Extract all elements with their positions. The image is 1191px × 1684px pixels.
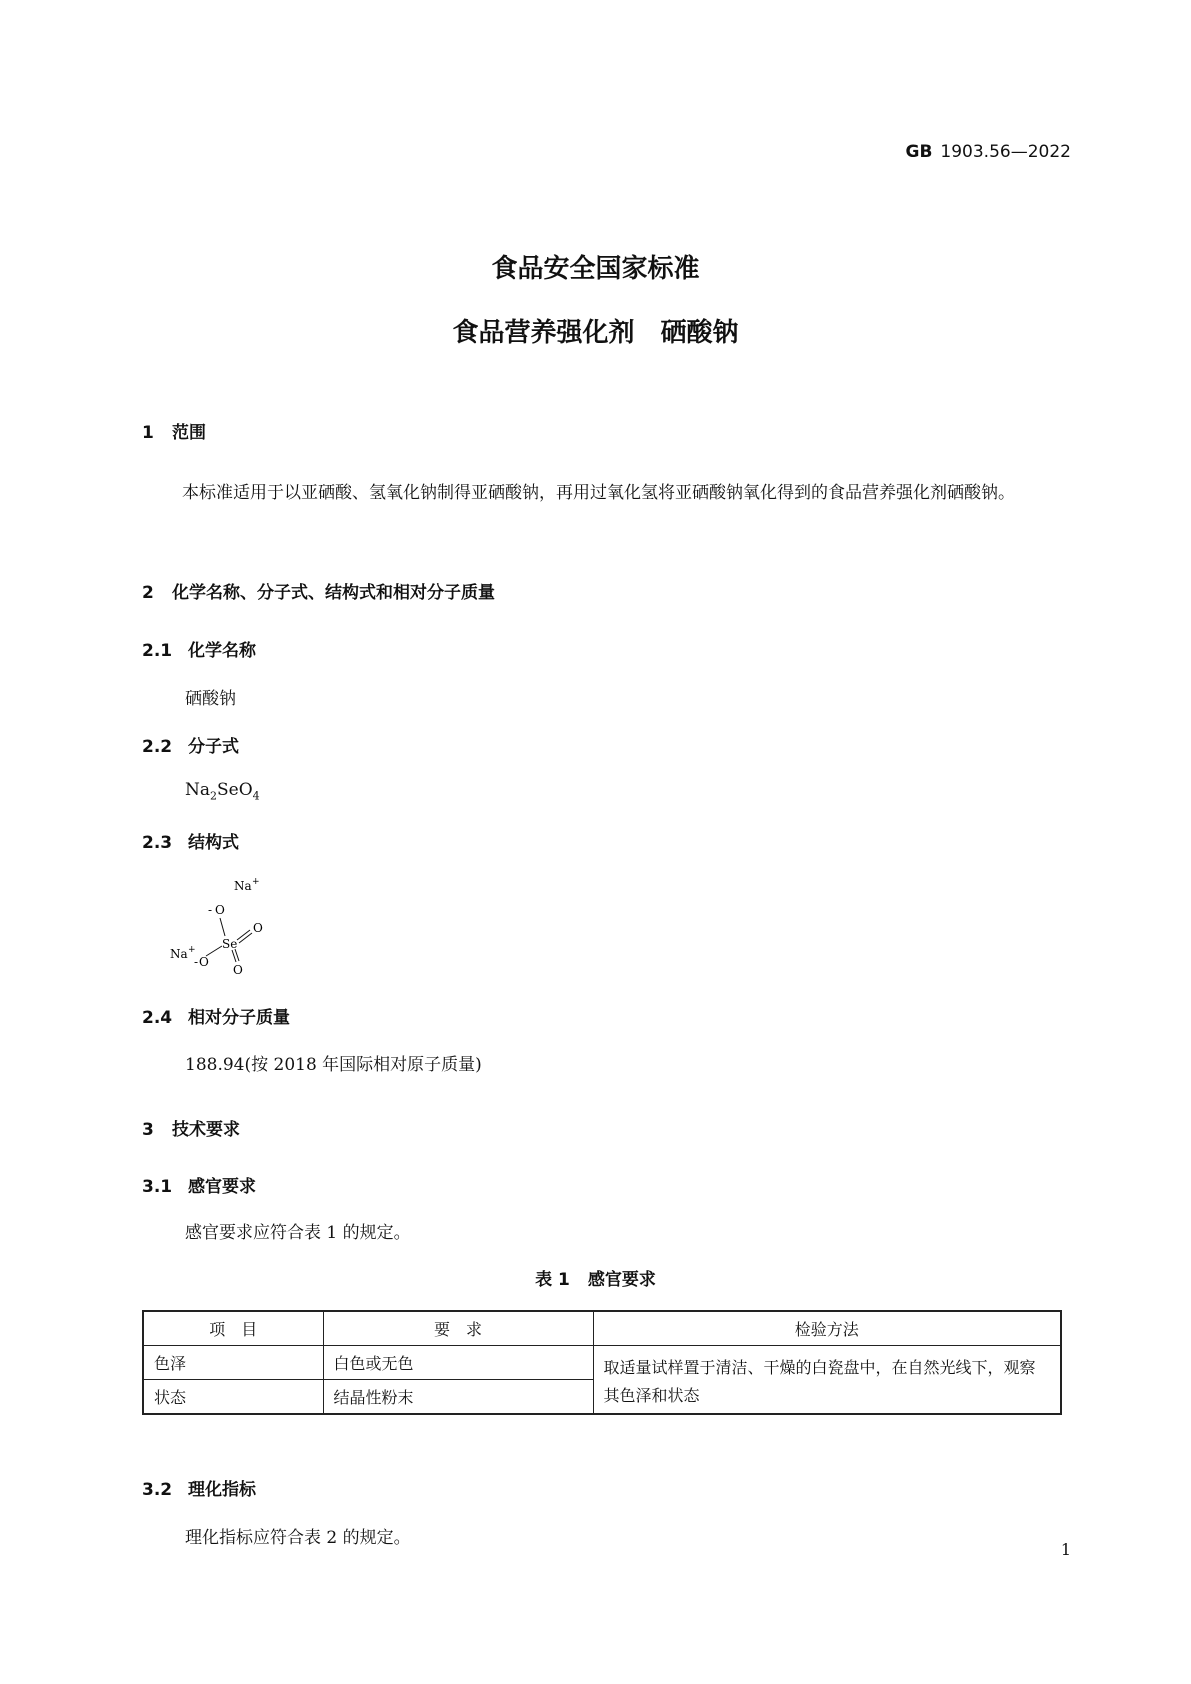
se-label: Se (222, 937, 238, 951)
sensory-requirements-table (142, 1310, 1062, 1415)
section-number: 3.1 (142, 1177, 173, 1197)
section-number: 2.1 (142, 641, 173, 661)
section-3-heading (142, 1115, 240, 1140)
section-2-heading (142, 578, 495, 603)
header-requirement: 要 求 (323, 1311, 593, 1346)
o-bottom-label: O (233, 963, 243, 977)
bond-se-o-bottom-1 (232, 950, 236, 962)
na-top-charge: + (252, 877, 260, 887)
section-number: 2.4 (142, 1008, 173, 1028)
section-number: 2 (142, 583, 154, 603)
page-number: 1 (1060, 1540, 1071, 1559)
structural-formula-diagram (170, 870, 300, 982)
na-left-charge: + (188, 945, 196, 955)
section-number: 3.2 (142, 1480, 173, 1500)
o-top-label: O (215, 903, 225, 917)
section-2-2-heading (142, 732, 239, 757)
standard-number: 1903.56—2022 (940, 142, 1071, 162)
section-number: 2.3 (142, 833, 173, 853)
o-top-charge: - (208, 903, 213, 917)
standard-prefix: GB (905, 142, 933, 162)
cell-method: 取适量试样置于清洁、干燥的白瓷盘中，在自然光线下，观察其色泽和状态 (593, 1346, 1061, 1415)
section-title: 感官要求 (188, 1177, 256, 1197)
bond-o-se-top (220, 918, 225, 936)
table-row (143, 1346, 1061, 1380)
na-top-label: Na (234, 879, 252, 893)
molecular-formula: $Na_2SeO_4$ (185, 780, 260, 803)
na-left-label: Na (170, 947, 188, 961)
doc-subtitle: 食品营养强化剂 硒酸钠 (452, 318, 739, 348)
section-title: 技术要求 (172, 1120, 240, 1140)
section-title: 相对分子质量 (188, 1008, 290, 1028)
section-3-1-heading (142, 1172, 256, 1197)
section-number: 3 (142, 1120, 154, 1140)
table-number: 表 1 (535, 1270, 570, 1290)
section-2-4-heading (142, 1003, 290, 1028)
section-2-1-heading (142, 636, 256, 661)
molecular-mass: 188.94(按 2018 年国际相对原子质量) (185, 1055, 482, 1075)
section-title: 化学名称 (188, 641, 256, 661)
section-3-2-text: 理化指标应符合表 2 的规定。 (185, 1528, 411, 1548)
o-left-label: O (199, 955, 209, 969)
section-1-text: 本标准适用于以亚硒酸、氢氧化钠制得亚硒酸钠，再用过氧化氢将亚硒酸钠氧化得到的食品营养强化剂硒酸钠。 (182, 483, 1015, 503)
section-3-2-heading (142, 1475, 256, 1500)
bond-se-o-right-2 (239, 933, 252, 943)
section-title: 理化指标 (188, 1480, 256, 1500)
cell-requirement: 结晶性粉末 (323, 1380, 593, 1415)
section-title: 分子式 (188, 737, 239, 757)
section-1-heading (142, 418, 206, 443)
section-title: 范围 (172, 423, 206, 443)
section-2-3-heading (142, 828, 239, 853)
section-number: 2.2 (142, 737, 173, 757)
header-method: 检验方法 (593, 1311, 1061, 1346)
standard-code (906, 142, 1072, 162)
bond-se-o-right-1 (237, 930, 250, 940)
header-item: 项 目 (143, 1311, 323, 1346)
table-header-row (143, 1311, 1061, 1346)
chemical-name: 硒酸钠 (185, 689, 236, 709)
o-right-label: O (253, 921, 263, 935)
cell-item: 状态 (143, 1380, 323, 1415)
cell-requirement: 白色或无色 (323, 1346, 593, 1380)
table-title: 感官要求 (587, 1270, 656, 1290)
section-title: 结构式 (188, 833, 239, 853)
section-title: 化学名称、分子式、结构式和相对分子质量 (172, 583, 495, 603)
cell-item: 色泽 (143, 1346, 323, 1380)
section-3-1-text: 感官要求应符合表 1 的规定。 (185, 1223, 411, 1243)
o-left-charge: - (194, 955, 199, 969)
doc-title: 食品安全国家标准 (491, 254, 700, 284)
table-1-caption (0, 1265, 1191, 1290)
section-number: 1 (142, 423, 154, 443)
